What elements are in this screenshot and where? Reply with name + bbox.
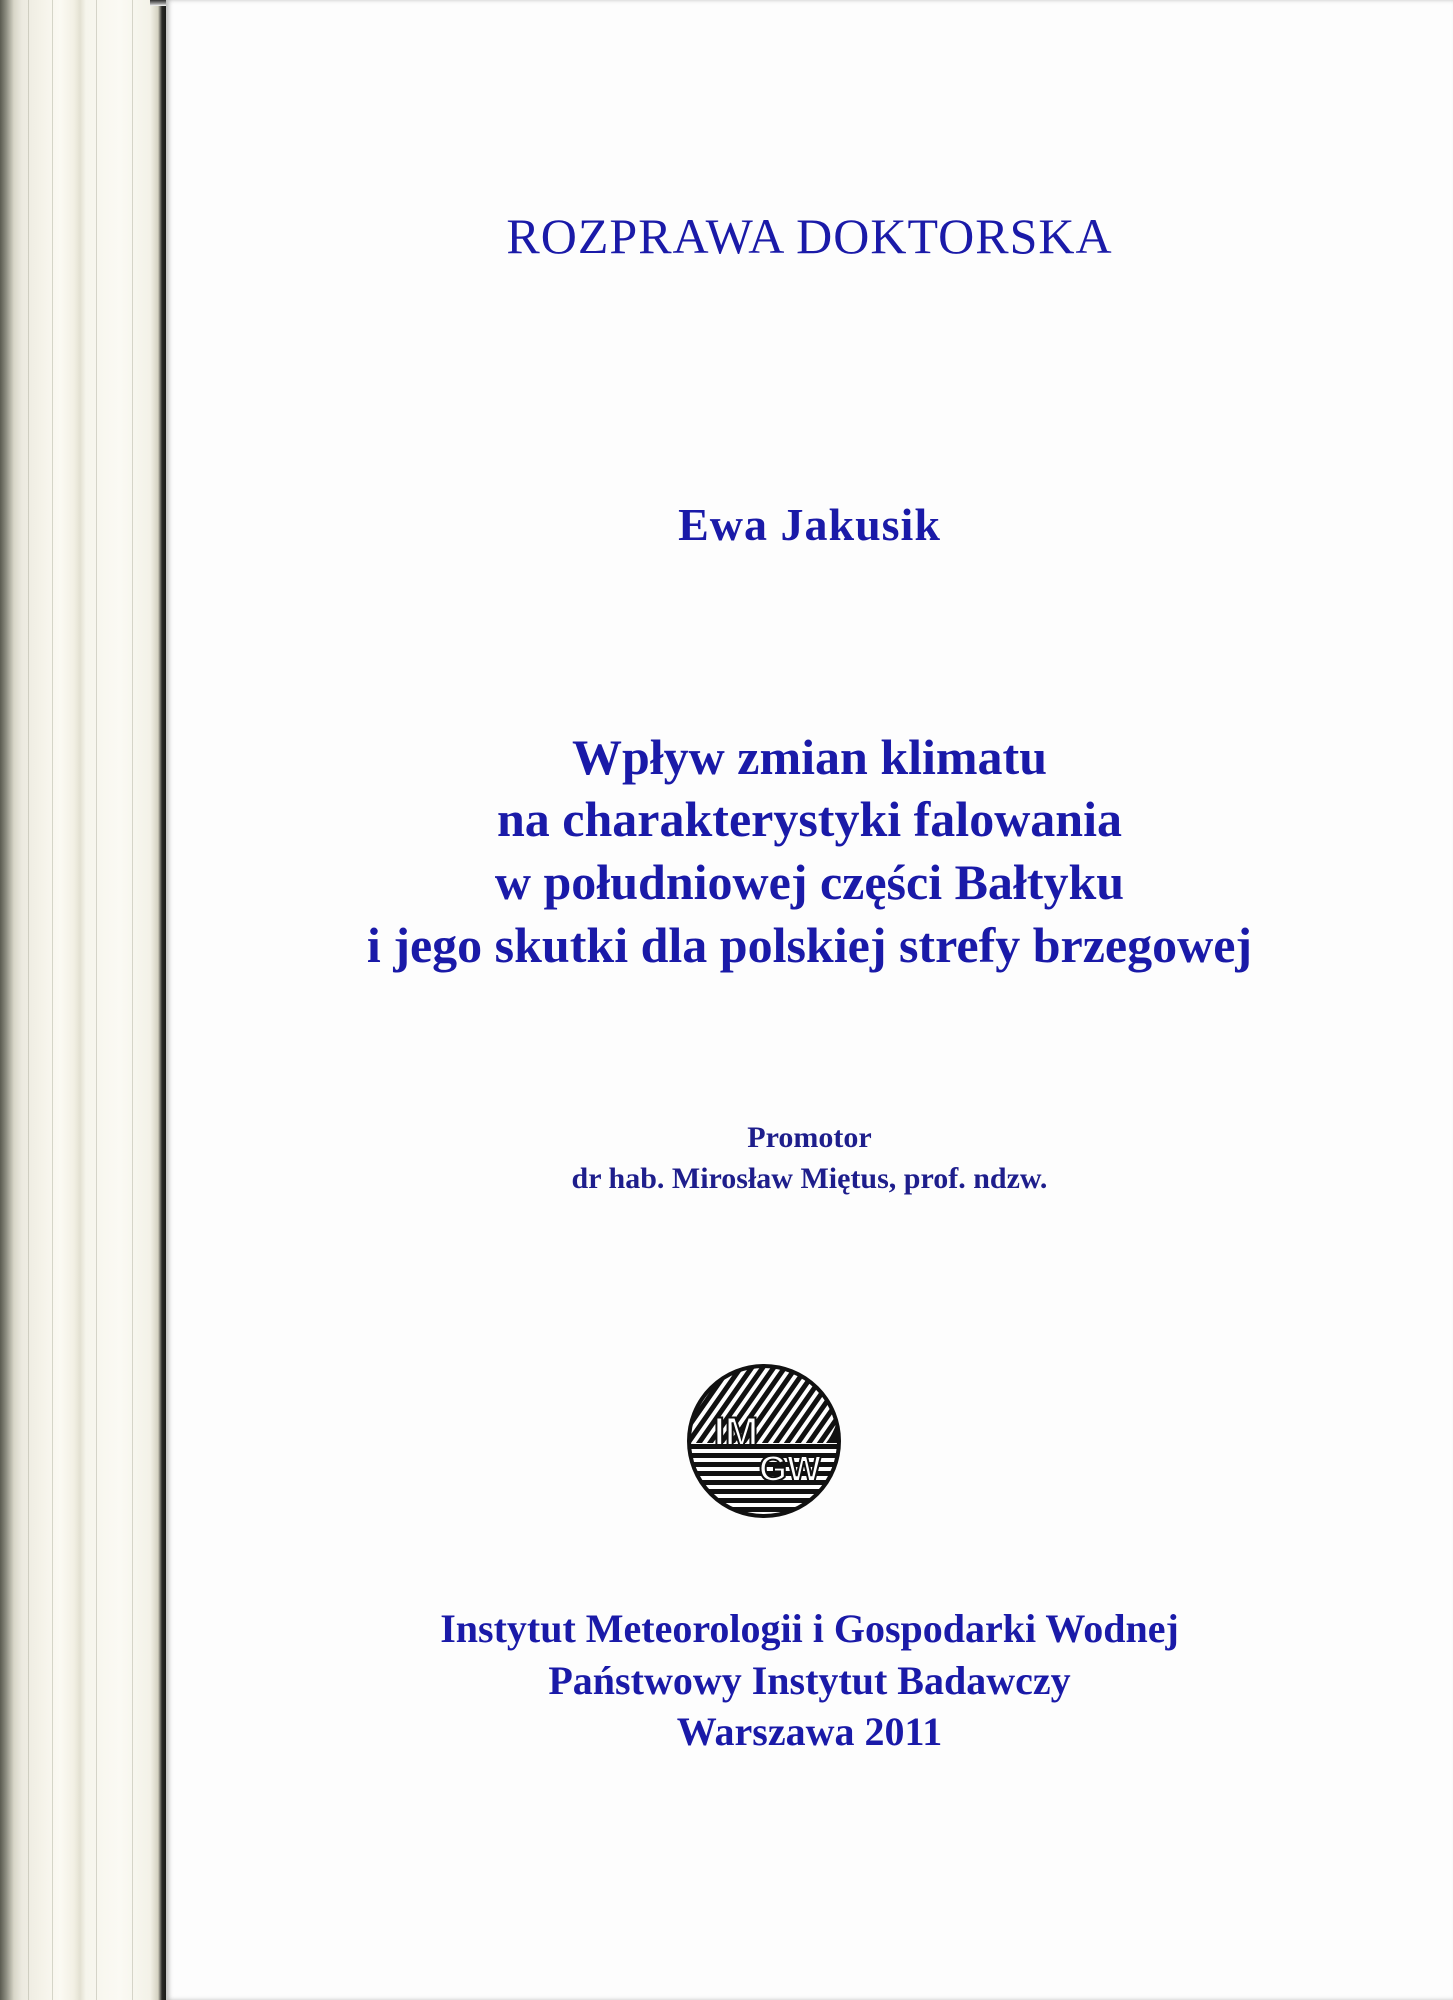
- title-page: [166, 0, 1453, 2000]
- author-name: Ewa Jakusik: [678, 499, 941, 550]
- title-line-3: w południowej części Bałtyku: [494, 854, 1125, 910]
- page-edge-line: [52, 0, 53, 2000]
- imgw-logo-icon: [686, 1363, 842, 1519]
- institution-line-1: Instytut Meteorologii i Gospodarki Wodnej: [440, 1606, 1179, 1651]
- logo-text-im: IM: [713, 1410, 759, 1454]
- page-edge-line: [96, 0, 97, 2000]
- institution-line-2: Państwowy Instytut Badawczy: [548, 1658, 1071, 1703]
- place-and-year: Warszawa 2011: [676, 1709, 943, 1754]
- title-line-2: na charakterystyki falowania: [497, 791, 1122, 847]
- logo-text-gw: GW: [759, 1448, 821, 1489]
- title-line-4: i jego skutki dla polskiej strefy brzegowej: [366, 917, 1253, 973]
- title-line-1: Wpływ zmian klimatu: [571, 729, 1048, 785]
- page-edge-line: [132, 0, 133, 2000]
- promoter-label: Promotor: [747, 1121, 872, 1154]
- document-heading: ROZPRAWA DOKTORSKA: [506, 208, 1113, 264]
- page-edge-line: [28, 0, 29, 2000]
- promoter-name: dr hab. Mirosław Miętus, prof. ndzw.: [571, 1162, 1048, 1195]
